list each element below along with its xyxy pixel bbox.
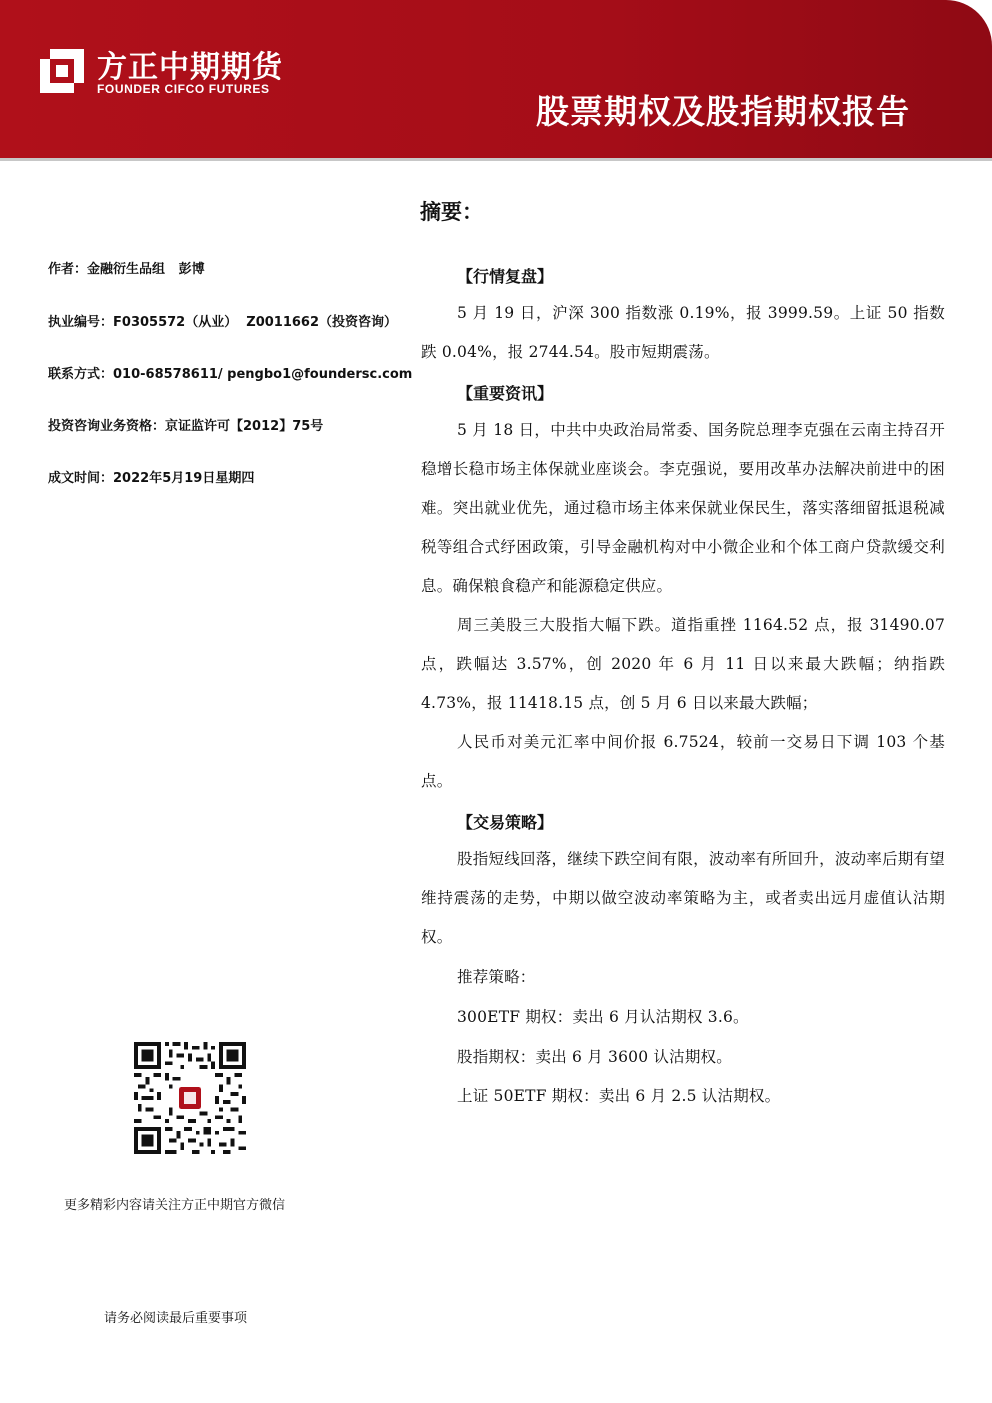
wechat-qr-code-icon xyxy=(134,1042,246,1154)
qualification-line xyxy=(48,415,323,434)
strategy-heading: 【交易策略】 xyxy=(457,813,554,832)
qualification-label: 投资咨询业务资格： xyxy=(48,419,166,434)
qr-caption: 更多精彩内容请关注方正中期官方微信 xyxy=(64,1198,286,1213)
qualification-value: 京证监许可【2012】75号 xyxy=(165,419,324,434)
strategy-text: 股指短线回落，继续下跌空间有限，波动率有所回升，波动率后期有望维持震荡的走势，中期以做空波动率策略为主，或者卖出远月虚值认沽期权。 xyxy=(421,850,945,946)
news-paragraph-1: 5 月 18 日，中共中央政治局常委、国务院总理李克强在云南主持召开稳增长稳市场主体保就业座谈会。李克强说，要用改革办法解决前进中的困难。突出就业优先，通过稳市场主体来保就业保民生，落实落细留抵退税减税等组合式纾困政策，引导金融机构对中小微企业和个体工商户贷款缓交利息。确保粮食稳产和能源稳定供应。 xyxy=(421,421,945,595)
author-label: 作者： xyxy=(48,262,88,277)
author-value: 金融衍生品组 彭博 xyxy=(87,262,205,277)
date-value: 2022年5月19日星期四 xyxy=(113,471,255,486)
license-label: 执业编号： xyxy=(48,315,114,330)
recommend-item-3: 上证 50ETF 期权：卖出 6 月 2.5 认沽期权。 xyxy=(457,1087,781,1105)
brand-name-cn: 方正中期期货 xyxy=(97,50,283,85)
brand-name-en: FOUNDER CIFCO FUTURES xyxy=(97,82,270,96)
contact-label: 联系方式： xyxy=(48,367,114,382)
license-line xyxy=(48,311,397,330)
header-divider xyxy=(0,158,992,161)
report-title: 股票期权及股指期权报告 xyxy=(536,92,910,131)
contact-value: 010-68578611/ pengbo1@foundersc.com xyxy=(113,367,413,382)
news-paragraph-3: 人民币对美元汇率中间价报 6.7524，较前一交易日下调 103 个基点。 xyxy=(421,733,945,790)
date-label: 成文时间： xyxy=(48,471,114,486)
company-logo-icon xyxy=(40,49,84,93)
date-line xyxy=(48,467,254,486)
report-header xyxy=(0,0,992,158)
contact-line xyxy=(48,363,412,382)
news-paragraph-2: 周三美股三大股指大幅下跌。道指重挫 1164.52 点，报 31490.07 点，跌幅达 3.57%，创 2020 年 6 月 11 日以来最大跌幅；纳指跌 4.73%，报 11418.15 点，创 5 月 6 日以来最大跌幅； xyxy=(421,616,945,712)
news-heading: 【重要资讯】 xyxy=(457,384,554,403)
recommend-label: 推荐策略： xyxy=(457,968,536,986)
license-value: F0305572（从业） Z0011662（投资咨询） xyxy=(113,315,398,330)
recommend-item-2: 股指期权：卖出 6 月 3600 认沽期权。 xyxy=(457,1048,732,1066)
recommend-item-1: 300ETF 期权：卖出 6 月认沽期权 3.6。 xyxy=(457,1008,749,1026)
market-review-heading: 【行情复盘】 xyxy=(457,267,554,286)
summary-title: 摘要： xyxy=(420,200,483,224)
author-line xyxy=(48,258,205,277)
footer-note: 请务必阅读最后重要事项 xyxy=(104,1311,248,1326)
market-review-text: 5 月 19 日，沪深 300 指数涨 0.19%，报 3999.59。上证 50 指数跌 0.04%，报 2744.54。股市短期震荡。 xyxy=(421,304,945,361)
